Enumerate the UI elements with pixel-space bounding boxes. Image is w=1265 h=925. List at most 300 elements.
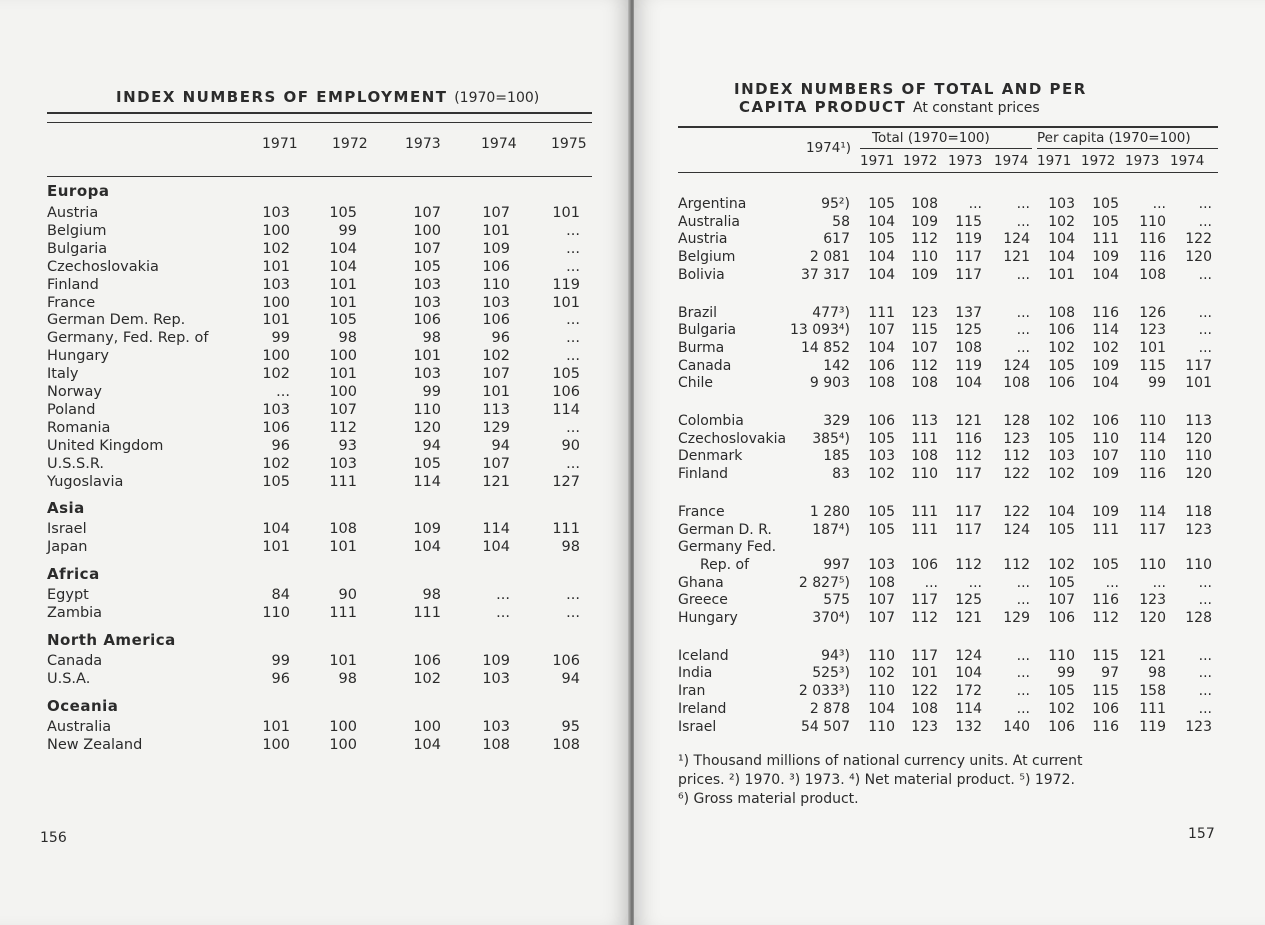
footnote-line: ¹) Thousand millions of national currency units. At current [678,753,1083,769]
employment-title-main: INDEX NUMBERS OF EMPLOYMENT [116,88,448,106]
country-label: Japan [47,539,88,556]
table-cell: 106 [1092,700,1119,717]
table-cell: 110 [1092,430,1119,447]
table-cell: 100 [329,348,357,365]
table-cell: 105 [868,196,895,212]
table-cell: 108 [868,574,895,591]
table-cell: 99 [1148,375,1166,392]
table-cell: 106 [413,653,441,669]
table-cell: ... [566,312,580,329]
table-cell: 106 [262,419,290,436]
table-cell: 103 [1048,196,1075,212]
table-cell: 112 [911,610,938,626]
employment-year-header: 1972 [332,136,368,152]
page-number-left: 156 [40,830,67,846]
table-cell: 104 [262,521,290,538]
table-cell: 105 [1048,357,1075,374]
table-cell: 123 [1185,521,1212,538]
employment-group-heading: Europa [47,182,110,200]
country-label: Romania [47,419,111,436]
table-cell: 100 [262,294,290,311]
table-row [678,592,1218,610]
employment-year-header: 1975 [551,136,587,152]
country-label: Bulgaria [678,322,737,339]
header-total: Total (1970=100) [872,130,990,146]
table-cell: 100 [329,384,357,400]
table-cell: 104 [868,249,895,266]
table-cell: ... [566,605,580,622]
table-cell: ... [1016,647,1030,664]
table-cell: 98 [561,539,580,556]
table-row [47,671,592,689]
table-cell: 107 [482,455,510,472]
country-label: U.S.A. [47,670,91,687]
table-cell: 111 [1092,231,1119,248]
column-1974-base: 1974¹) [806,140,852,156]
table-cell: 98 [422,330,441,347]
table-cell: 106 [868,413,895,429]
employment-group-heading: Asia [47,499,85,518]
country-label: Iran [678,683,706,700]
table-row [678,665,1218,683]
table-row [678,305,1218,323]
table-cell: 110 [482,276,510,293]
table-cell: 105 [413,258,441,275]
table-row [47,241,592,259]
table-cell: 109 [1092,466,1119,483]
table-cell: 103 [262,205,290,221]
table-cell: 101 [329,653,357,669]
table-cell: 126 [1139,304,1166,321]
table-cell: 112 [911,231,938,248]
table-cell: 102 [1048,413,1075,429]
table-cell: 109 [1092,357,1119,374]
table-cell: ... [1198,304,1212,321]
table-cell: 107 [413,205,441,221]
table-cell: 110 [868,718,895,735]
table-cell: 110 [1139,556,1166,573]
employment-year-header: 1971 [262,136,298,152]
left-page [0,0,630,925]
table-cell: 107 [482,205,510,221]
top-rule [47,112,592,114]
total-group-rule [860,148,1032,149]
table-row [47,420,592,438]
table-cell: 119 [955,357,982,374]
table-cell: 98 [422,587,441,604]
employment-title-sub: (1970=100) [454,90,540,106]
table-cell: 110 [868,647,895,664]
table-cell: 107 [1092,448,1119,465]
table-cell: 116 [1139,249,1166,266]
table-cell: 101 [329,539,357,556]
country-label: Brazil [678,304,718,321]
table-cell: 110 [1139,413,1166,429]
table-cell: 115 [1092,683,1119,700]
table-cell: 117 [955,466,982,483]
table-cell: 109 [1092,503,1119,520]
table-cell: 100 [329,736,357,753]
product-title-sub: At constant prices [913,100,1040,116]
employment-group-heading: Oceania [47,696,119,715]
table-cell: 122 [1003,466,1030,483]
table-cell: ... [1198,647,1212,664]
table-cell: ... [496,605,510,622]
table-cell: 121 [482,473,510,490]
base-value-1974: 477³) [812,304,850,321]
table-cell: 104 [868,213,895,230]
table-cell: 96 [491,330,510,347]
table-cell: ... [1198,266,1212,283]
table-cell: 113 [482,401,510,418]
table-cell: 110 [1048,647,1075,664]
table-cell: 99 [271,330,290,347]
table-cell: 120 [1185,466,1212,483]
country-label: Czechoslovakia [678,430,787,447]
table-cell: ... [924,574,938,591]
table-row [678,701,1218,719]
table-cell: 112 [1003,556,1030,573]
table-cell: 100 [413,718,441,735]
table-cell: ... [968,574,982,591]
table-cell: 102 [1048,556,1075,573]
table-cell: 116 [955,430,982,447]
table-row [47,366,592,384]
table-cell: 123 [911,304,938,321]
table-cell: 111 [552,521,580,538]
table-cell: 102 [262,240,290,257]
table-cell: 110 [911,249,938,266]
table-cell: 111 [1092,521,1119,538]
table-cell: ... [1198,574,1212,591]
table-cell: 108 [955,339,982,356]
table-cell: 102 [413,670,441,687]
country-label: Hungary [47,348,109,365]
base-value-1974: 2 827⁵) [798,574,850,591]
country-label: Poland [47,401,96,418]
table-cell: 104 [329,258,357,275]
base-value-1974: 83 [832,466,850,483]
table-cell: 98 [1148,665,1166,682]
table-cell: 103 [482,718,510,735]
table-cell: 114 [1092,322,1119,339]
table-cell: 113 [1185,413,1212,429]
table-row [47,384,592,402]
table-cell: 114 [1139,430,1166,447]
country-label: Bulgaria [47,240,108,257]
table-cell: 103 [413,276,441,293]
table-cell: 110 [413,401,441,418]
table-cell: 116 [1092,304,1119,321]
table-cell: 109 [1092,249,1119,266]
table-cell: 84 [271,587,290,604]
country-label: United Kingdom [47,437,164,454]
country-label: Germany, Fed. Rep. of [47,330,209,347]
country-label: New Zealand [47,736,143,753]
table-row [47,539,592,557]
table-cell: 117 [1139,521,1166,538]
table-cell: 102 [868,665,895,682]
country-label: Belgium [678,249,736,266]
table-cell: 114 [1139,503,1166,520]
table-cell: 140 [1003,718,1030,735]
table-row [678,249,1218,267]
table-cell: 101 [482,222,510,239]
table-cell: ... [1016,266,1030,283]
base-value-1974: 14 852 [801,339,850,356]
employment-group-heading: Africa [47,565,100,584]
table-cell: 103 [329,455,357,472]
table-cell: 103 [413,294,441,311]
table-cell: 111 [413,605,441,622]
table-cell: 106 [1048,322,1075,339]
table-cell: ... [496,587,510,604]
table-cell: 111 [329,605,357,622]
base-value-1974: 385⁴) [812,430,850,447]
table-cell: 112 [1092,610,1119,626]
table-cell: 104 [955,665,982,682]
country-label: Germany Fed. [678,539,777,556]
table-cell: 112 [1003,448,1030,465]
table-cell: 96 [271,670,290,687]
table-cell: 105 [262,473,290,490]
table-cell: 90 [338,587,357,604]
table-cell: 117 [955,503,982,520]
page-number-right: 157 [1188,826,1215,842]
table-cell: 99 [422,384,441,400]
table-cell: 123 [911,718,938,735]
table-cell: 101 [552,205,580,221]
table-cell: 107 [1048,592,1075,609]
table-cell: 100 [262,736,290,753]
table-cell: 158 [1139,683,1166,700]
table-cell: 111 [911,503,938,520]
employment-group-heading: North America [47,631,176,649]
table-row [678,413,1218,431]
table-cell: 114 [955,700,982,717]
base-value-1974: 2 033³) [798,683,850,700]
table-row [47,605,592,623]
table-cell: 110 [868,683,895,700]
table-cell: 106 [911,556,938,573]
table-cell: 104 [482,539,510,556]
table-row [47,295,592,313]
country-label: Belgium [47,222,107,239]
table-cell: 116 [1092,718,1119,735]
table-cell: 120 [1185,430,1212,447]
table-cell: 107 [868,610,895,626]
product-year-header: 1971 [1037,153,1072,169]
country-label: German D. R. [678,521,772,538]
table-row [47,456,592,474]
table-cell: ... [1198,339,1212,356]
table-cell: 107 [868,592,895,609]
table-cell: ... [566,330,580,347]
table-cell: 110 [1185,448,1212,465]
table-row [47,205,592,223]
table-cell: 100 [413,222,441,239]
employment-year-header: 1973 [405,136,441,152]
table-cell: 94 [491,437,510,454]
product-title-line1: INDEX NUMBERS OF TOTAL AND PER [734,80,1087,98]
table-cell: 102 [1092,339,1119,356]
product-title-line2: CAPITA PRODUCT [739,98,907,116]
table-cell: 118 [1185,503,1212,520]
table-cell: 102 [1048,213,1075,230]
footnote-line: ⁶) Gross material product. [678,791,859,807]
table-cell: ... [1198,322,1212,339]
table-cell: 137 [955,304,982,321]
table-cell: 116 [1092,592,1119,609]
table-cell: 104 [868,339,895,356]
table-cell: ... [1105,574,1119,591]
product-title [734,80,1087,116]
table-cell: 102 [868,466,895,483]
table-row [47,348,592,366]
table-cell: 123 [1003,430,1030,447]
table-cell: 172 [955,683,982,700]
table-cell: 108 [482,736,510,753]
base-value-1974: 997 [823,556,850,573]
table-cell: 101 [413,348,441,365]
table-cell: 102 [482,348,510,365]
table-cell: 109 [911,213,938,230]
country-label: Zambia [47,605,103,622]
country-label: Canada [47,653,103,669]
table-cell: 96 [271,437,290,454]
table-cell: 95 [561,718,580,735]
country-label: Bolivia [678,266,725,283]
table-cell: 108 [911,196,938,212]
table-cell: 123 [1139,592,1166,609]
base-value-1974: 95²) [821,196,850,212]
table-cell: 112 [955,448,982,465]
table-cell: 99 [1057,665,1075,682]
table-cell: 109 [413,521,441,538]
table-cell: 103 [482,294,510,311]
table-cell: 105 [1048,683,1075,700]
table-cell: 102 [262,366,290,383]
table-cell: 90 [561,437,580,454]
table-cell: 105 [329,205,357,221]
table-cell: ... [1016,339,1030,356]
header-per-capita: Per capita (1970=100) [1037,130,1191,146]
country-label: Iceland [678,647,729,664]
table-cell: 102 [1048,466,1075,483]
table-cell: 104 [1048,503,1075,520]
table-cell: 104 [1048,249,1075,266]
table-cell: 129 [1003,610,1030,626]
table-row [678,610,1218,628]
country-label: Austria [678,231,728,248]
table-row [678,196,1218,214]
footnotes [678,752,1218,809]
table-cell: 106 [868,357,895,374]
base-value-1974: 2 081 [809,249,850,266]
table-cell: 97 [1101,665,1119,682]
table-cell: 108 [1048,304,1075,321]
table-cell: 119 [1139,718,1166,735]
table-cell: ... [1016,683,1030,700]
table-cell: 104 [413,539,441,556]
table-row [678,431,1218,449]
table-row [47,474,592,492]
table-cell: 115 [955,213,982,230]
table-cell: 106 [552,653,580,669]
table-cell: 103 [482,670,510,687]
product-year-header: 1971 [860,153,895,169]
table-cell: 102 [262,455,290,472]
table-cell: ... [566,455,580,472]
table-cell: 106 [482,312,510,329]
table-cell: 128 [1003,413,1030,429]
table-row [678,267,1218,285]
table-cell: 114 [413,473,441,490]
country-label: Australia [678,213,740,230]
table-cell: ... [1152,196,1166,212]
country-label: Ghana [678,574,724,591]
base-value-1974: 142 [823,357,850,374]
country-label: Ireland [678,700,727,717]
table-cell: 100 [329,718,357,735]
country-label: Israel [47,521,87,538]
table-cell: 100 [262,222,290,239]
table-cell: 112 [911,357,938,374]
table-cell: ... [566,419,580,436]
table-cell: ... [566,258,580,275]
base-value-1974: 2 878 [809,700,850,717]
percapita-group-rule [1037,148,1218,149]
table-cell: 94 [561,670,580,687]
table-cell: 124 [1003,521,1030,538]
base-value-1974: 525³) [812,665,850,682]
top-rule-2 [47,122,592,123]
base-value-1974: 187⁴) [812,521,850,538]
table-cell: 122 [1185,231,1212,248]
table-cell: 101 [911,665,938,682]
table-cell: 117 [1185,357,1212,374]
table-cell: 104 [955,375,982,392]
table-cell: 106 [1048,375,1075,392]
table-cell: 101 [262,258,290,275]
table-cell: 103 [262,401,290,418]
table-cell: 114 [552,401,580,418]
table-cell: 105 [1092,556,1119,573]
table-row [678,539,1218,557]
base-value-1974: 370⁴) [812,610,850,626]
base-value-1974: 329 [823,413,850,429]
table-cell: 115 [1092,647,1119,664]
table-cell: 117 [911,647,938,664]
table-cell: 110 [262,605,290,622]
table-cell: 93 [338,437,357,454]
country-label: Burma [678,339,725,356]
product-year-header: 1972 [1081,153,1116,169]
table-cell: 107 [413,240,441,257]
table-cell: 103 [868,448,895,465]
country-label: Israel [678,718,717,735]
table-cell: 108 [911,700,938,717]
base-value-1974: 185 [823,448,850,465]
table-row [47,223,592,241]
product-year-header: 1974 [994,153,1029,169]
table-cell: 105 [1048,521,1075,538]
table-row [47,653,592,671]
table-cell: ... [1198,683,1212,700]
table-row [47,277,592,295]
table-cell: 125 [955,592,982,609]
table-cell: 110 [911,466,938,483]
